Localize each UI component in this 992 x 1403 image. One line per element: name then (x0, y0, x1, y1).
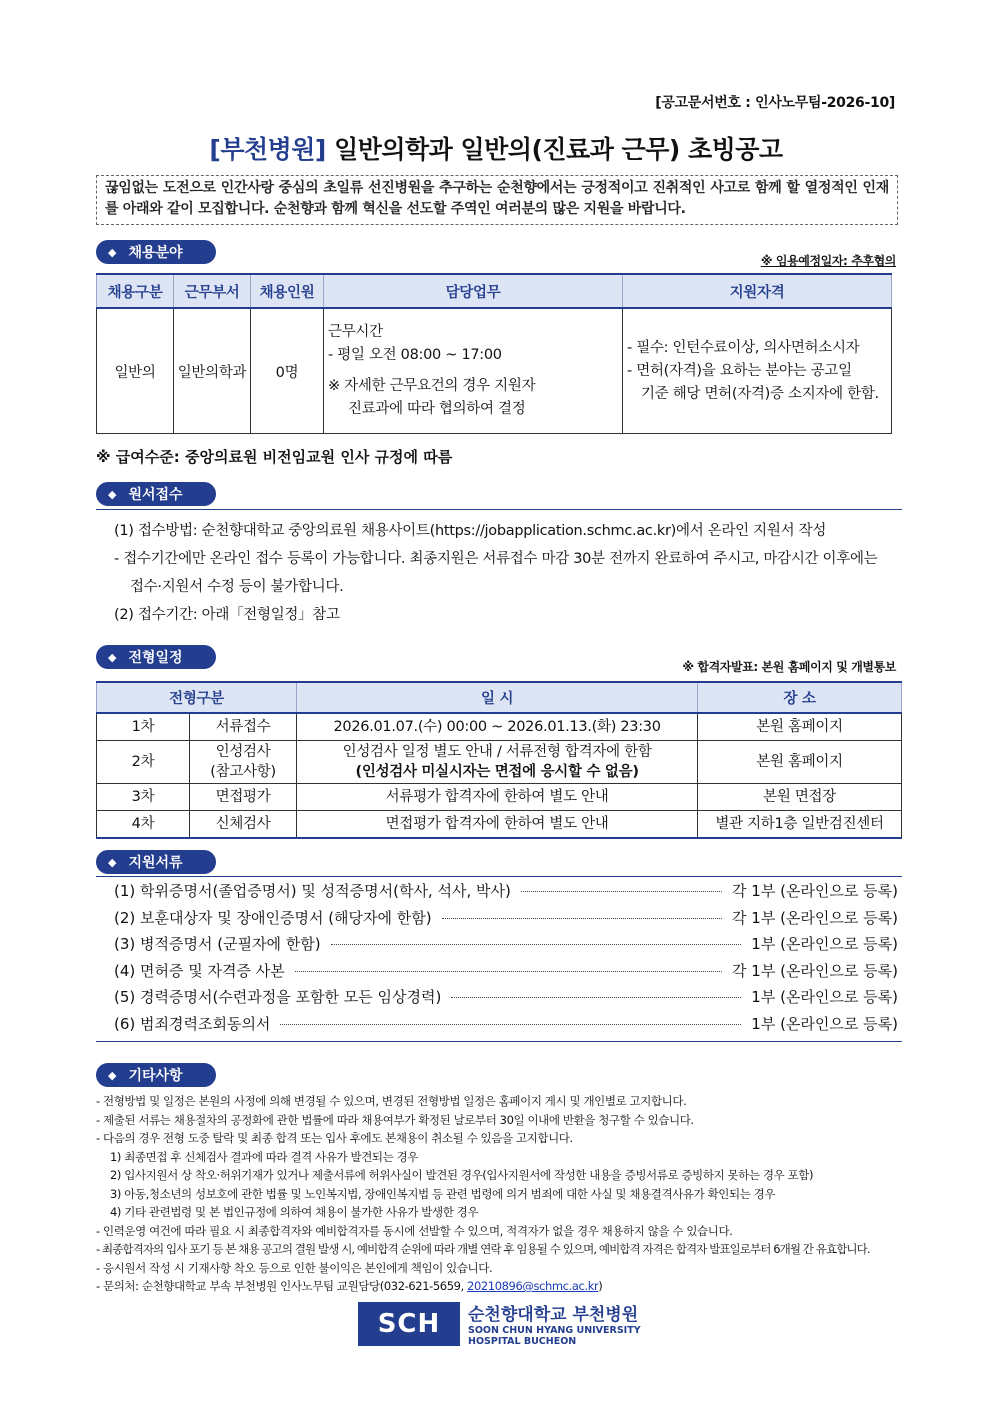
doc-label: (5) 경력증명서(수련과정을 포함한 모든 임상경력) (114, 988, 442, 1006)
section-etc-label: 기타사항 (128, 1068, 183, 1084)
apply-line: (1) 접수방법: 순천향대학교 중앙의료원 채용사이트(https://jobapplication.schmc.ac.kr)에서 온라인 지원서 작성 (114, 523, 827, 539)
place-cell: 본원 면접장 (698, 784, 902, 811)
logo-text (468, 1300, 641, 1347)
name-cell: 서류접수 (190, 713, 297, 741)
col-header: 근무부서 (174, 274, 251, 308)
etc-line: - 전형방법 및 일정은 본원의 사정에 의해 변경될 수 있으며, 변경된 전형방법 일정은 홈페이지 게시 및 개인별로 고지합니다. (96, 1094, 687, 1108)
qual-line: - 필수: 인턴수료이상, 의사면허소시자 (627, 339, 860, 356)
section-documents-label: 지원서류 (128, 855, 183, 871)
etc-line: - 다음의 경우 전형 도중 탈락 및 최종 합격 또는 입사 후에도 본채용이 취소될 수 있음을 고지합니다. (96, 1131, 573, 1145)
etc-line: 2) 입사지원서 상 착오·허위기재가 있거나 제출서류에 허위사실이 발견된 경우(입사지원서에 작성한 내용을 증빙서류로 증빙하지 못하는 경우 포함) (110, 1168, 814, 1182)
doc-label: (6) 범죄경력조회동의서 (114, 1014, 271, 1033)
title-hospital: [부천병원] (209, 135, 326, 164)
step-cell: 4차 (97, 811, 190, 839)
document-number: [공고문서번호 : 인사노무팀-2026-10] (655, 95, 895, 111)
contact-text: - 문의처: 순천향대학교 부속 부천병원 인사노무팀 교원담당(032-621-5659, (96, 1279, 468, 1293)
doc-value: 1부 (온라인으로 등록) (751, 1014, 898, 1033)
list-item (96, 1013, 902, 1040)
schedule-note: ※ 합격자발표: 본원 홈페이지 및 개별통보 (682, 660, 896, 674)
intro-text: 끊임없는 도전으로 인간사랑 중심의 초일류 선진병원을 추구하는 순천향에서는 긍정적이고 진취적인 사고로 함께 할 열정적인 인재를 아래와 같이 모집합니다. 순천향과 함께 혁신을 선도할 주역인 여러분의 많은 지원을 바랍니다. (96, 175, 898, 225)
section-apply-label: 원서접수 (128, 487, 183, 503)
doc-value: 각 1부 (온라인으로 등록) (732, 908, 898, 927)
etc-line: - 응시원서 작성 시 기재사항 착오 등으로 인한 불이익은 본인에게 책임이 있습니다. (96, 1260, 493, 1275)
recruit-dept: 일반의학과 (174, 308, 251, 434)
qual-line: 기준 해당 면허(자격)증 소지자에 한함. (641, 385, 879, 402)
section-schedule-header (96, 645, 216, 669)
contact-line (96, 1277, 902, 1296)
section-recruit-header (96, 240, 216, 264)
divider (96, 509, 902, 510)
schedule-table (96, 681, 902, 839)
step-cell: 3차 (97, 784, 190, 811)
col-header: 담당업무 (324, 274, 623, 308)
name-line: 인성검사 (215, 744, 271, 760)
etc-line: 3) 아동,청소년의 성보호에 관한 법률 및 노인복지법, 장애인복지법 등 관련 법령에 의거 범죄에 대한 사실 및 채용결격사유가 확인되는 경우 (110, 1186, 776, 1201)
pay-note: ※ 급여수준: 중앙의료원 비전임교원 인사 규정에 따름 (96, 448, 453, 466)
col-header: 전형구분 (97, 682, 297, 713)
list-item (96, 960, 902, 987)
doc-label: (2) 보훈대상자 및 장애인증명서 (해당자에 한함) (114, 908, 432, 927)
divider (96, 1041, 902, 1042)
recruit-type: 일반의 (97, 308, 174, 434)
logo-name-en: SOON CHUN HYANG UNIVERSITY (468, 1325, 641, 1336)
step-cell: 2차 (97, 741, 190, 784)
date-line: 인성검사 일정 별도 안내 / 서류전형 합격자에 한함 (342, 744, 652, 760)
section-schedule-label: 전형일정 (128, 650, 183, 666)
section-documents-header (96, 850, 216, 874)
divider (96, 876, 902, 877)
apply-line: (2) 접수기간: 아래「전형일정」참고 (114, 607, 340, 623)
table-row (97, 811, 902, 839)
etc-line: - 최종합격자의 입사 포기 등 본 채용 공고의 결원 발생 시, 예비합격 순위에 따라 개별 연락 후 임용될 수 있으며, 예비합격 자격은 합격자 발표일로부터 6개월 간 유효합니다. (96, 1242, 870, 1256)
logo-name-ko: 순천향대학교 부천병원 (468, 1305, 639, 1325)
contact-email-link[interactable]: 20210896@schmc.ac.kr (467, 1279, 599, 1293)
place-cell: 별관 지하1층 일반검진센터 (698, 811, 902, 839)
list-item (96, 933, 902, 960)
duty-line: - 평일 오전 08:00 ~ 17:00 (328, 347, 502, 363)
date-warning: (인성검사 미실시자는 면접에 응시할 수 없음) (355, 764, 639, 780)
etc-line: - 제출된 서류는 채용절차의 공정화에 관한 법률에 따라 채용여부가 확정된 날로부터 30일 이내에 반환을 청구할 수 있습니다. (96, 1112, 694, 1127)
page-title (0, 130, 992, 166)
place-cell: 본원 홈페이지 (698, 713, 902, 741)
date-cell: 서류평가 합격자에 한하여 별도 안내 (297, 784, 698, 811)
col-header: 장 소 (698, 682, 902, 713)
etc-line: 4) 기타 관련법령 및 본 법인규정에 의하여 채용이 불가한 사유가 발생한 경우 (110, 1205, 479, 1219)
name-line: (참고사항) (210, 764, 276, 780)
apply-line: 접수·지원서 수정 등이 불가합니다. (130, 579, 344, 595)
title-text: 일반의학과 일반의(진료과 근무) 초빙공고 (325, 135, 783, 164)
doc-label: (3) 병적증명서 (군필자에 한함) (114, 935, 321, 953)
apply-line: - 접수기간에만 온라인 접수 등록이 가능합니다. 최종지원은 서류접수 마감 30분 전까지 완료하여 주시고, 마감시간 이후에는 (114, 551, 878, 567)
doc-label: (4) 면허증 및 자격증 사본 (114, 961, 285, 980)
section-apply-header (96, 482, 216, 506)
logo-name-en: HOSPITAL BUCHEON (468, 1336, 577, 1347)
contact-text: ) (598, 1279, 603, 1293)
name-cell: 면접평가 (190, 784, 297, 811)
list-item (96, 907, 902, 934)
col-header: 채용인원 (251, 274, 324, 308)
col-header: 일 시 (297, 682, 698, 713)
diamond-icon: ◆ (108, 1068, 117, 1082)
diamond-icon: ◆ (108, 245, 117, 259)
diamond-icon: ◆ (108, 650, 117, 664)
duty-line: 근무시간 (328, 324, 383, 340)
date-cell: 면접평가 합격자에 한하여 별도 안내 (297, 811, 698, 839)
doc-value: 각 1부 (온라인으로 등록) (732, 961, 898, 980)
etc-line: - 인력운영 여건에 따라 필요 시 최종합격자와 예비합격자를 동시에 선발할 수 있으며, 적격자가 없을 경우 채용하지 않을 수 있습니다. (96, 1223, 733, 1238)
documents-list (96, 880, 902, 1039)
doc-value: 1부 (온라인으로 등록) (751, 988, 898, 1006)
table-row (97, 741, 902, 784)
list-item (96, 986, 902, 1013)
name-cell (190, 741, 297, 784)
col-header: 채용구분 (97, 274, 174, 308)
recruit-note: ※ 임용예정일자: 추후협의 (760, 254, 896, 268)
qual-line: - 면허(자격)을 요하는 분야는 공고일 (627, 362, 852, 379)
table-row (97, 713, 902, 741)
date-cell (297, 741, 698, 784)
list-item (96, 880, 902, 907)
diamond-icon: ◆ (108, 487, 117, 501)
hospital-logo (358, 1300, 641, 1347)
section-etc-header (96, 1063, 216, 1087)
table-row (97, 308, 892, 434)
duty-line: 진료과에 따라 협의하여 결정 (348, 401, 526, 417)
etc-line: 1) 최종면접 후 신체검사 결과에 따라 결격 사유가 발견되는 경우 (110, 1149, 419, 1164)
sch-logo-mark: SCH (358, 1302, 460, 1346)
diamond-icon: ◆ (108, 855, 117, 869)
recruit-table (96, 273, 892, 434)
recruit-qualification (623, 308, 892, 434)
etc-list (96, 1092, 902, 1296)
place-cell: 본원 홈페이지 (698, 741, 902, 784)
duty-line: ※ 자세한 근무요건의 경우 지원자 (328, 378, 536, 394)
section-recruit-label: 채용분야 (128, 245, 183, 261)
name-cell: 신체검사 (190, 811, 297, 839)
recruit-count: 0명 (251, 308, 324, 434)
doc-label: (1) 학위증명서(졸업증명서) 및 성적증명서(학사, 석사, 박사) (114, 882, 511, 900)
doc-value: 각 1부 (온라인으로 등록) (732, 882, 898, 900)
apply-block (96, 517, 902, 629)
recruit-duty (324, 308, 623, 434)
date-cell: 2026.01.07.(수) 00:00 ~ 2026.01.13.(화) 23:30 (297, 713, 698, 741)
doc-value: 1부 (온라인으로 등록) (751, 935, 898, 953)
table-row (97, 784, 902, 811)
step-cell: 1차 (97, 713, 190, 741)
col-header: 지원자격 (623, 274, 892, 308)
